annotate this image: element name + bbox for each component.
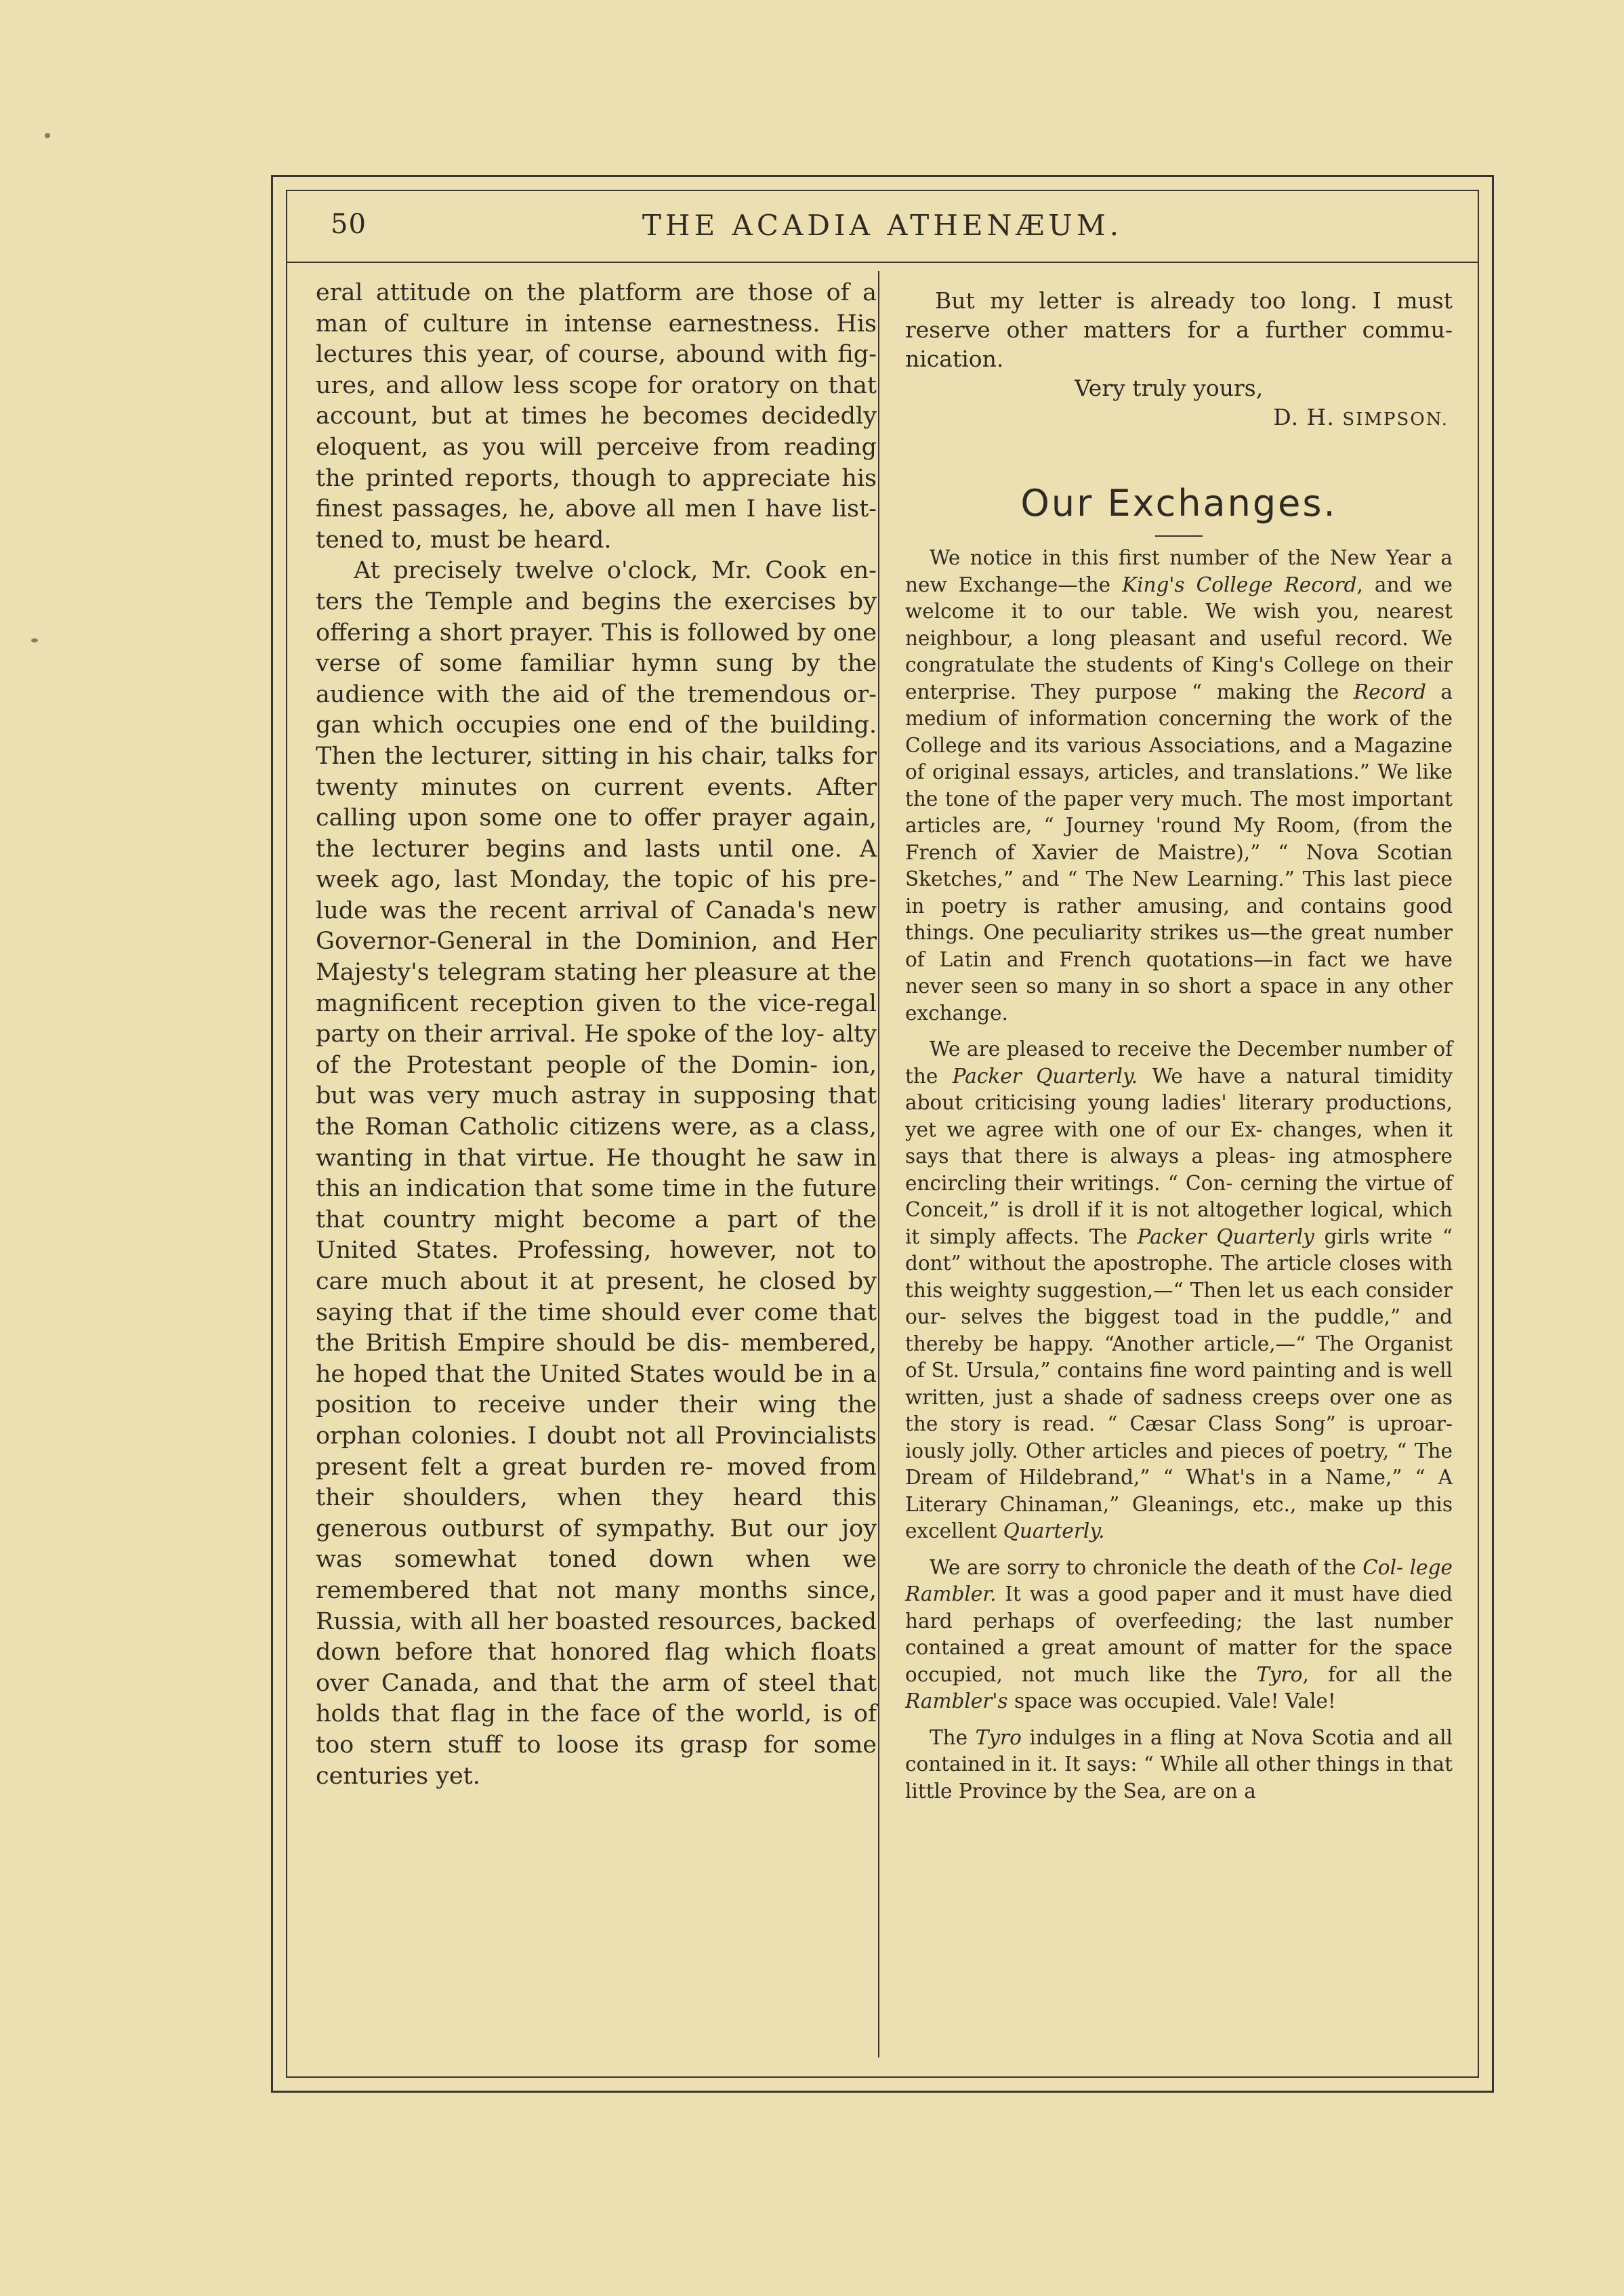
heading-rule: [1155, 535, 1203, 537]
publication-title: Record: [1353, 680, 1426, 703]
left-paragraph-1: eral attitude on the platform are those of a man of culture in intense earnestness. His lectures this year, of course, abound with fig- ures, and allow less scope for oratory on that account, but at times he becomes decidedly eloquent, as you will perceive from reading the printed reports, though to appreciate his finest passages, he, above all men I have list- tened to, must be heard.: [316, 279, 877, 554]
text-run: , for all the: [1302, 1662, 1453, 1686]
publication-title: Col- lege Rambler.: [905, 1555, 1453, 1605]
text-run: space was occupied. Vale! Vale!: [1007, 1689, 1336, 1713]
column-divider: [878, 271, 879, 2057]
header-rule: [286, 262, 1479, 263]
left-column: [316, 278, 877, 1792]
exchange-paragraph-2: [905, 1036, 1453, 1545]
text-run: We have a natural timidity about criticising young ladies' literary productions, yet we agree with one of our Ex- changes, when it says that there is always a pleas- ing atmosphere encircling their writings. “ Con- cerning the virtue of Conceit,” is droll if it is not altogether logical, which it simply affects. The: [905, 1064, 1453, 1248]
text-run: , and we welcome it to our table. We wish you, nearest neighbour, a long pleasant and useful record. We congratulate the students of King's College on their enterprise. They purpose “ making the: [905, 573, 1453, 703]
letter-closing: [905, 286, 1453, 434]
signature-surname: SIMPSON.: [1342, 409, 1449, 430]
journal-title: THE ACADIA ATHENÆUM.: [642, 209, 1123, 242]
signature-initials: D. H.: [1273, 404, 1343, 430]
text-run: We notice in this first number of the New Year a new Exchange—the: [905, 546, 1453, 596]
publication-title: Tyro: [1256, 1662, 1303, 1686]
left-paragraph-2: At precisely twelve o'clock, Mr. Cook en- ters the Temple and begins the exercises by offering a short prayer. This is followed by one verse of some familiar hymn sung by the audience with the aid of the tremendous or- gan which occupies one end of the building. Then the lecturer, sitting in his chair, talks for twenty minutes on current events. After calling upon some one to offer prayer again, the lecturer begins and lasts until one. A week ago, last Monday, the topic of his pre- lude was the recent arrival of Canada's new Governor-General in the Dominion, and Her Majesty's telegram stating her pleasure at the magnificent reception given to the vice-regal party on their arrival. He spoke of the loy- alty of the Protestant people of the Domin- ion, but was very much astray in supposing that the Roman Catholic citizens were, as a class, wanting in that virtue. He thought he saw in this an indication that some time in the future that country might become a part of the United States. Professing, however, not to care much about it at present, he closed by saying that if the time should ever come that the British Empire should be dis- membered, he hoped that the United States would be in a position to receive under their wing the orphan colonies. I doubt not all Provincialists present felt a great burden re- moved from their shoulders, when they heard this generous outburst of sympathy. But our joy was somewhat toned down when we remembered that not many months since, Russia, with all her boasted resources, backed down before that honored flag which floats over Canada, and that the arm of steel that holds that flag in the face of the world, is of too stern stuff to loose its grasp for some centuries yet.: [316, 557, 877, 1790]
exchanges-section: [905, 545, 1453, 1805]
paper-speck: [45, 133, 50, 138]
section-heading: Our Exchanges.: [1020, 482, 1337, 525]
text-run: a medium of information concerning the work of the College and its various Associations, and a Magazine of original essays, articles, and translations.” We like the tone of the paper very much. The most important articles are, “ Journey 'round My Room, (from the French of Xavier de Maistre),” “ Nova Scotian Sketches,” and “ The New Learning.” This last piece in poetry is rather amusing, and contains good things. One peculiarity strikes us—the great number of Latin and French quotations—in fact we have never seen so many in so short a space in any other exchange.: [905, 680, 1453, 1025]
publication-title: Tyro: [975, 1725, 1022, 1749]
exchange-paragraph-4: [905, 1725, 1453, 1805]
page-number: 50: [331, 209, 367, 240]
text-run: We are sorry to chronicle the death of the: [930, 1555, 1363, 1579]
exchange-paragraph-1: [905, 545, 1453, 1027]
publication-title: Packer Quarterly: [1137, 1225, 1314, 1248]
text-run: indulges in a fling at Nova Scotia and all contained in it. It says: “ While all other things in that little Province by the Sea, are on a: [905, 1725, 1453, 1803]
text-run: girls write “ dont” without the apostrophe. The article closes with this weighty suggestion,—“ Then let us each consider our- selves the biggest toad in the puddle,” and thereby be happy. “Another article,—“ The Organist of St. Ursula,” contains fine word painting and is well written, just a shade of sadness creeps over one as the story is read. “ Cæsar Class Song” is uproar- iously jolly. Other articles and pieces of poetry, “ The Dream of Hildebrand,” “ What's in a Name,” “ A Literary Chinaman,” Gleanings, etc., make up this excellent: [905, 1225, 1453, 1542]
paper-speck: [31, 638, 38, 642]
exchange-paragraph-3: [905, 1555, 1453, 1715]
signature: [905, 403, 1453, 434]
text-run: The: [930, 1725, 976, 1749]
letter-final-paragraph: But my letter is already too long. I must reserve other matters for a further commu- nication.: [905, 287, 1453, 372]
publication-title: Packer Quarterly.: [952, 1064, 1138, 1088]
publication-title: Quarterly.: [1003, 1519, 1105, 1542]
right-column: [905, 286, 1453, 1814]
publication-title: King's College Record: [1122, 573, 1357, 596]
valediction: Very truly yours,: [1075, 375, 1264, 401]
text-run: It was a good paper and it must have died hard perhaps of overfeeding; the last number contained a great amount of matter for the space occupied, not much like the: [905, 1582, 1453, 1686]
text-run: We are pleased to receive the December number of the: [905, 1038, 1453, 1088]
publication-title: Rambler's: [905, 1689, 1008, 1713]
